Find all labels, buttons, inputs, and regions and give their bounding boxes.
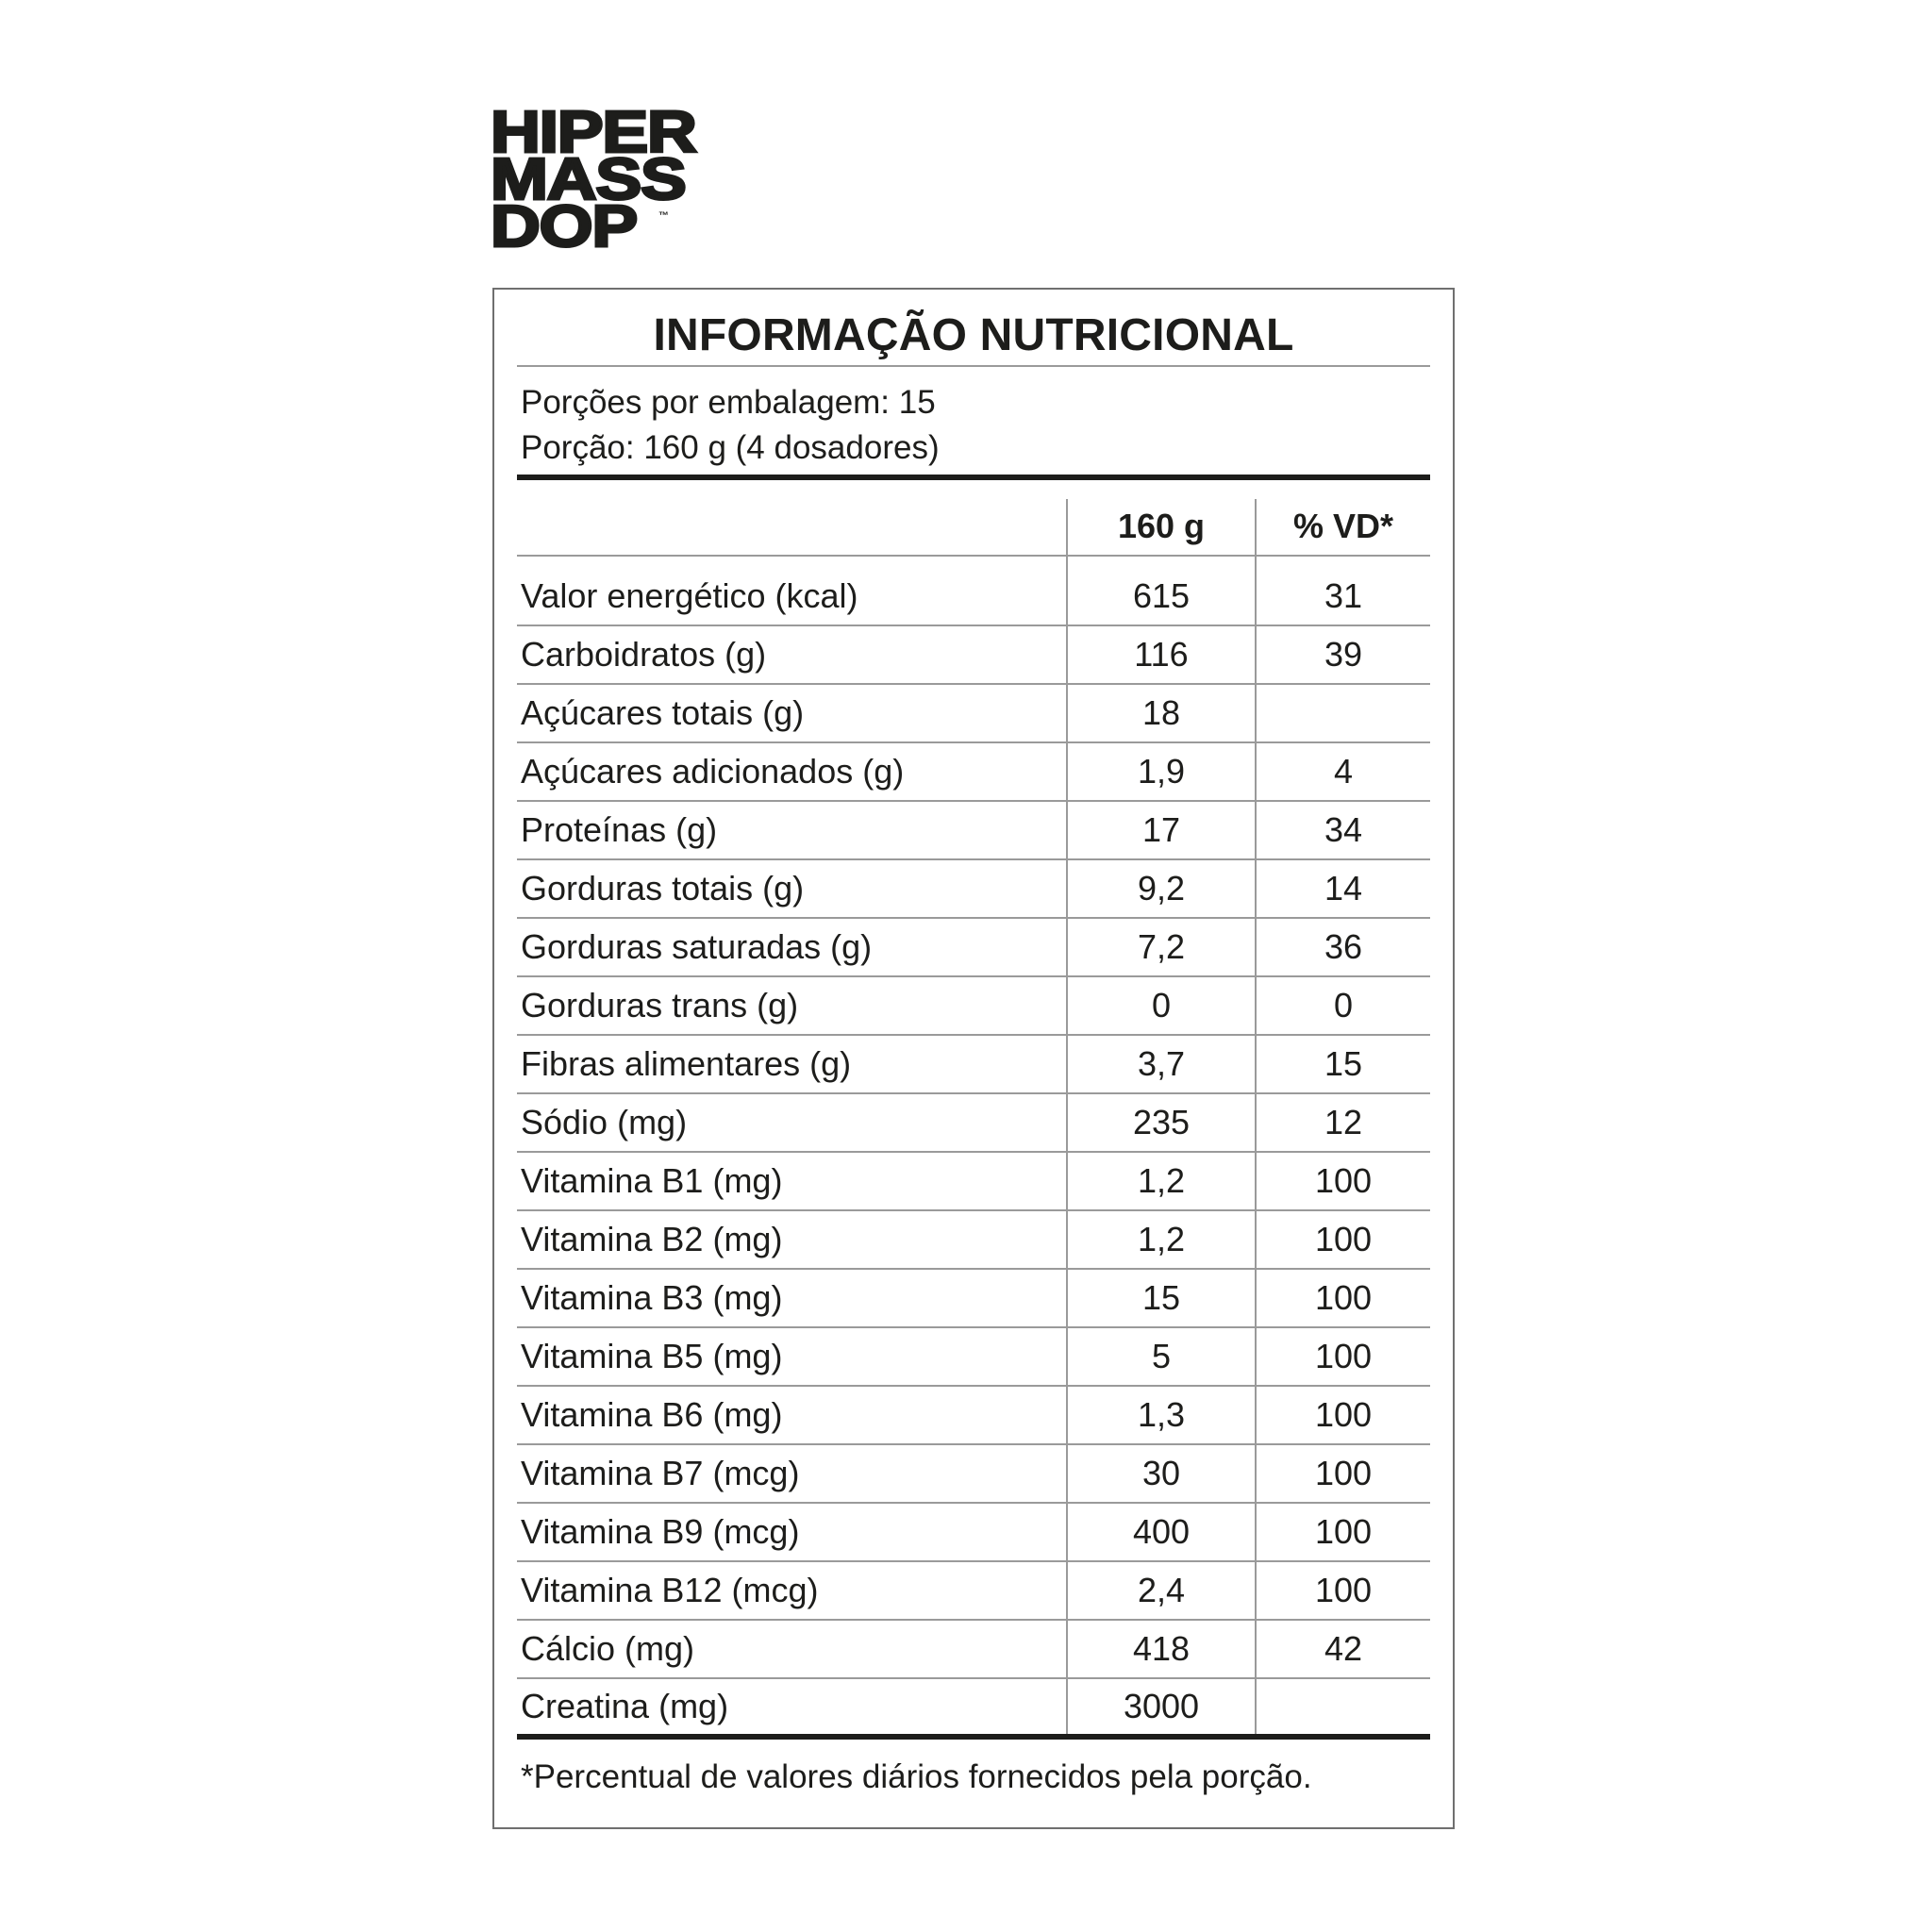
table-row	[517, 556, 1430, 625]
nutrient-amount: 5	[1067, 1327, 1256, 1386]
nutrient-amount: 116	[1067, 625, 1256, 684]
nutrient-amount: 0	[1067, 976, 1256, 1035]
nutrient-amount: 3000	[1067, 1678, 1256, 1737]
nutrient-amount: 7,2	[1067, 918, 1256, 976]
nutrient-amount: 1,2	[1067, 1210, 1256, 1269]
nutrient-daily-value: 14	[1256, 859, 1430, 918]
nutrient-amount: 418	[1067, 1620, 1256, 1678]
table-row	[517, 742, 1430, 801]
table-row	[517, 1386, 1430, 1444]
nutrition-title: INFORMAÇÃO NUTRICIONAL	[517, 290, 1430, 367]
nutrition-table-body	[517, 556, 1430, 1737]
nutrient-daily-value: 100	[1256, 1444, 1430, 1503]
nutrient-daily-value: 42	[1256, 1620, 1430, 1678]
brand-logo-line-3: DOP	[491, 194, 638, 259]
nutrient-daily-value: 36	[1256, 918, 1430, 976]
nutrient-amount: 17	[1067, 801, 1256, 859]
nutrient-name: Cálcio (mg)	[517, 1620, 1067, 1678]
table-row	[517, 1035, 1430, 1093]
header-daily-value: % VD*	[1256, 499, 1430, 556]
table-row	[517, 918, 1430, 976]
table-row	[517, 801, 1430, 859]
nutrient-daily-value: 39	[1256, 625, 1430, 684]
nutrient-amount: 2,4	[1067, 1561, 1256, 1620]
trademark-symbol: ™	[658, 210, 669, 222]
table-header-row	[517, 499, 1430, 556]
nutrient-amount: 235	[1067, 1093, 1256, 1152]
nutrient-name: Vitamina B2 (mg)	[517, 1210, 1067, 1269]
serving-info	[517, 367, 1430, 480]
nutrient-amount: 1,9	[1067, 742, 1256, 801]
nutrient-daily-value: 100	[1256, 1503, 1430, 1561]
nutrient-amount: 615	[1067, 556, 1256, 625]
nutrient-name: Vitamina B6 (mg)	[517, 1386, 1067, 1444]
nutrient-daily-value: 12	[1256, 1093, 1430, 1152]
nutrient-name: Vitamina B1 (mg)	[517, 1152, 1067, 1210]
table-row	[517, 976, 1430, 1035]
nutrient-name: Vitamina B9 (mcg)	[517, 1503, 1067, 1561]
nutrient-name: Fibras alimentares (g)	[517, 1035, 1067, 1093]
nutrient-amount: 15	[1067, 1269, 1256, 1327]
table-row	[517, 684, 1430, 742]
nutrient-name: Sódio (mg)	[517, 1093, 1067, 1152]
nutrient-daily-value: 100	[1256, 1327, 1430, 1386]
nutrient-name: Vitamina B7 (mcg)	[517, 1444, 1067, 1503]
header-nutrient	[517, 499, 1067, 556]
nutrient-amount: 3,7	[1067, 1035, 1256, 1093]
nutrient-name: Carboidratos (g)	[517, 625, 1067, 684]
nutrient-name: Gorduras saturadas (g)	[517, 918, 1067, 976]
nutrient-amount: 1,3	[1067, 1386, 1256, 1444]
nutrient-amount: 1,2	[1067, 1152, 1256, 1210]
nutrient-name: Vitamina B5 (mg)	[517, 1327, 1067, 1386]
nutrient-daily-value: 34	[1256, 801, 1430, 859]
table-row	[517, 1327, 1430, 1386]
nutrient-amount: 18	[1067, 684, 1256, 742]
nutrient-daily-value: 100	[1256, 1210, 1430, 1269]
nutrient-name: Gorduras trans (g)	[517, 976, 1067, 1035]
table-row	[517, 1503, 1430, 1561]
nutrient-daily-value: 4	[1256, 742, 1430, 801]
table-row	[517, 1269, 1430, 1327]
brand-logo-line-1: HIPER	[491, 100, 696, 165]
table-row	[517, 625, 1430, 684]
nutrition-table	[517, 499, 1430, 1740]
nutrition-facts-content	[517, 290, 1430, 1827]
nutrient-name: Vitamina B12 (mcg)	[517, 1561, 1067, 1620]
nutrient-name: Gorduras totais (g)	[517, 859, 1067, 918]
header-amount: 160 g	[1067, 499, 1256, 556]
nutrient-daily-value	[1256, 684, 1430, 742]
table-row	[517, 1678, 1430, 1737]
table-row	[517, 1093, 1430, 1152]
table-row	[517, 1444, 1430, 1503]
table-row	[517, 859, 1430, 918]
nutrient-daily-value: 100	[1256, 1561, 1430, 1620]
nutrient-amount: 30	[1067, 1444, 1256, 1503]
nutrition-facts-panel	[492, 288, 1455, 1829]
nutrient-name: Vitamina B3 (mg)	[517, 1269, 1067, 1327]
nutrient-daily-value: 100	[1256, 1269, 1430, 1327]
nutrient-name: Creatina (mg)	[517, 1678, 1067, 1737]
table-row	[517, 1561, 1430, 1620]
nutrient-name: Açúcares adicionados (g)	[517, 742, 1067, 801]
nutrient-amount: 9,2	[1067, 859, 1256, 918]
table-row	[517, 1152, 1430, 1210]
brand-logo-line-2: MASS	[491, 147, 686, 212]
nutrient-daily-value: 0	[1256, 976, 1430, 1035]
nutrient-daily-value: 100	[1256, 1386, 1430, 1444]
nutrient-daily-value: 100	[1256, 1152, 1430, 1210]
servings-per-package: Porções por embalagem: 15	[521, 384, 936, 421]
nutrient-daily-value: 31	[1256, 556, 1430, 625]
footnote: *Percentual de valores diários fornecidos pela porção.	[521, 1758, 1312, 1795]
table-row	[517, 1210, 1430, 1269]
nutrient-name: Proteínas (g)	[517, 801, 1067, 859]
nutrient-daily-value: 15	[1256, 1035, 1430, 1093]
serving-size: Porção: 160 g (4 dosadores)	[521, 429, 940, 466]
nutrient-name: Valor energético (kcal)	[517, 556, 1067, 625]
nutrient-name: Açúcares totais (g)	[517, 684, 1067, 742]
brand-logo	[491, 100, 736, 259]
nutrient-amount: 400	[1067, 1503, 1256, 1561]
table-row	[517, 1620, 1430, 1678]
nutrient-daily-value	[1256, 1678, 1430, 1737]
